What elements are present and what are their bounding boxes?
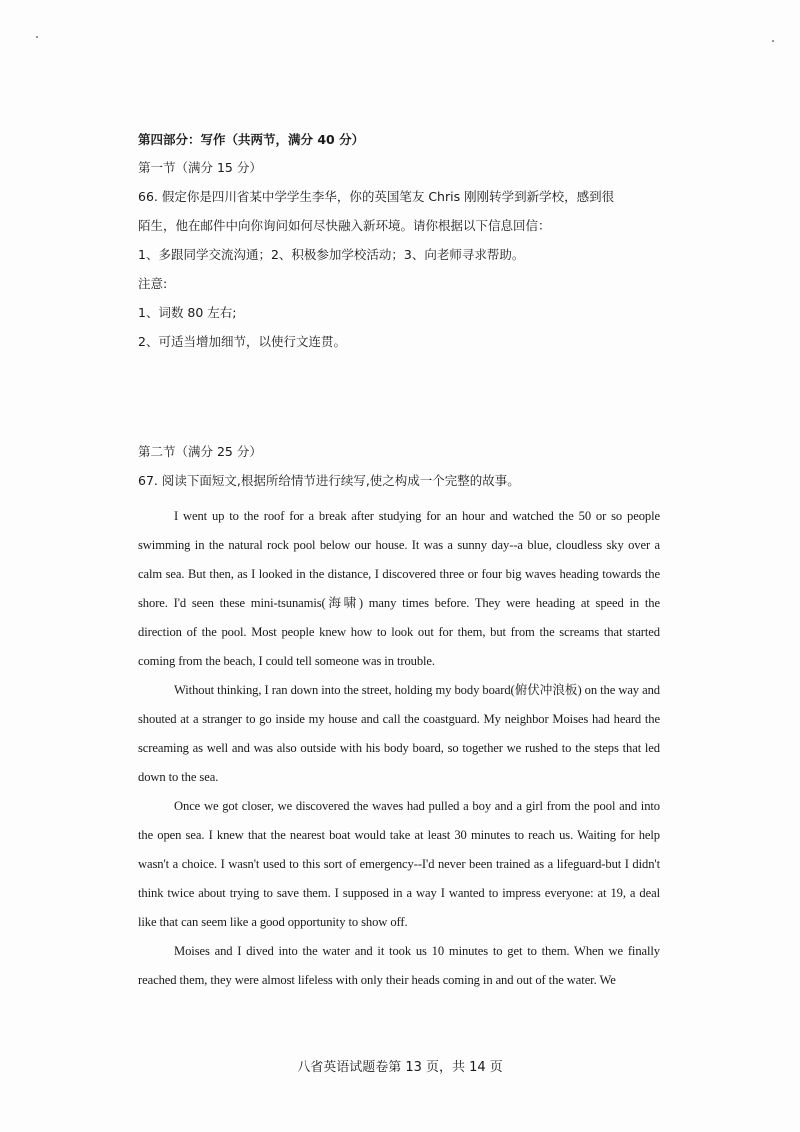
story-paragraph-1: I went up to the roof for a break after studying for an hour and watched the 50 or so people swimming in the natural rock pool below our house. It was a sunny day--a blue, cloudless sky over a calm sea. But then, as I looked in the distance, I discovered three or four big waves heading towards the shore. I'd seen these mini-tsunamis(海啸) many times before. They were heading at speed in the direction of the pool. Most people knew how to look out for them, but from the screams that started coming from the beach, I could tell someone was in trouble. <box>138 509 660 668</box>
story-paragraph-2: Without thinking, I ran down into the street, holding my body board(俯伏冲浪板) on the way and shouted at a stranger to go inside my house and call the coastguard. My neighbor Moises had heard the screaming as well and was also outside with his body board, so together we rushed to the steps that led down to the sea. <box>138 683 660 784</box>
scan-speck <box>36 36 38 38</box>
q66-points: 1、多跟同学交流沟通；2、积极参加学校活动；3、向老师寻求帮助。 <box>138 247 525 262</box>
page-footer: 八省英语试题卷第 13 页，共 14 页 <box>297 1060 503 1075</box>
part4-heading: 第四部分：写作（共两节，满分 40 分） <box>138 132 365 147</box>
section2-title: 第二节（满分 25 分） <box>138 444 262 459</box>
scan-speck <box>772 40 774 42</box>
q66-prompt-line1: 66. 假定你是四川省某中学学生李华，你的英国笔友 Chris 刚刚转学到新学校，感到很 <box>138 189 615 204</box>
story-paragraph-4: Moises and I dived into the water and it took us 10 minutes to get to them. When we finally reached them, they were almost lifeless with only their heads coming in and out of the water. We <box>138 944 660 987</box>
section1-title: 第一节（满分 15 分） <box>138 160 262 175</box>
story-paragraph-3: Once we got closer, we discovered the waves had pulled a boy and a girl from the pool and into the open sea. I knew that the nearest boat would take at least 30 minutes to reach us. Waiting for help wasn't a choice. I wasn't used to this sort of emergency--I'd never been trained as a lifeguard-but I didn't think twice about trying to save them. I supposed in a way I wanted to impress everyone: at 19, a deal like that can seem like a good opportunity to show off. <box>138 799 660 929</box>
note-1: 1、词数 80 左右; <box>138 305 237 320</box>
q66-prompt-line2: 陌生，他在邮件中向你询问如何尽快融入新环境。请你根据以下信息回信： <box>138 218 551 233</box>
q67-instruction: 67. 阅读下面短文,根据所给情节进行续写,使之构成一个完整的故事。 <box>138 473 520 488</box>
note-2: 2、可适当增加细节，以使行文连贯。 <box>138 334 346 349</box>
notes-label: 注意: <box>138 276 168 291</box>
